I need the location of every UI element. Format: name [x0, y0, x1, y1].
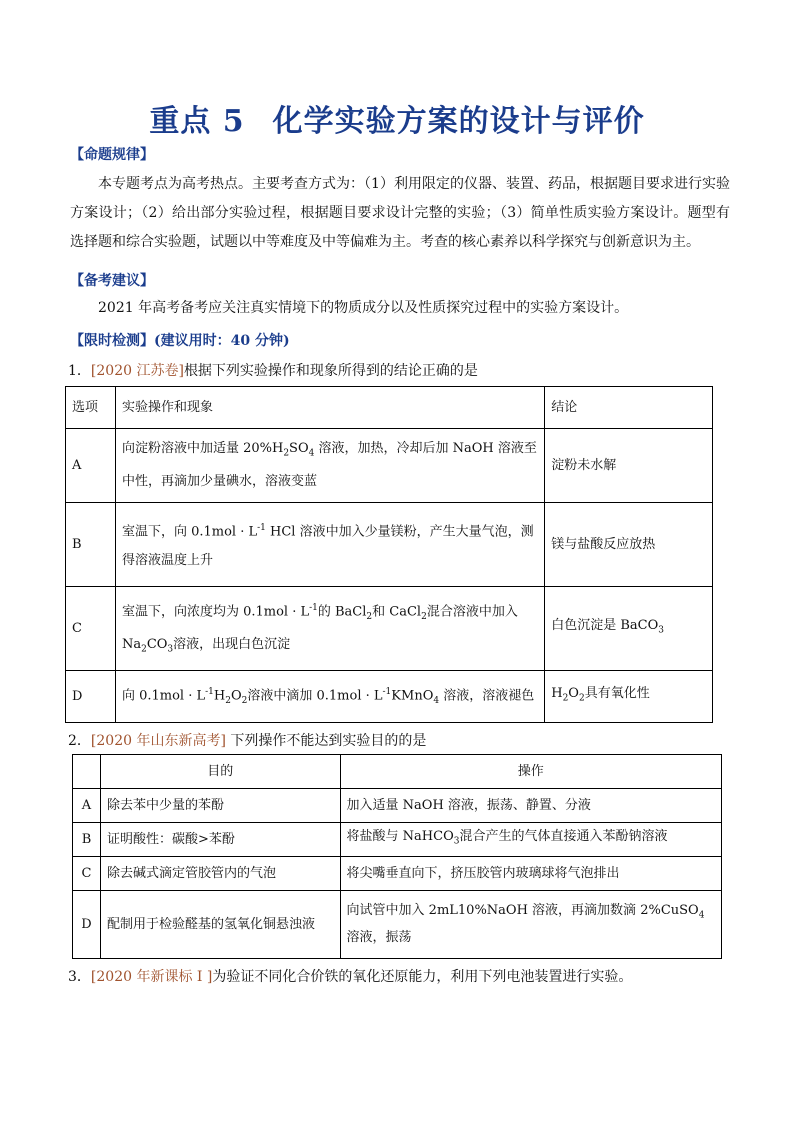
table-header-row	[73, 755, 722, 789]
goal-cell: 证明酸性：碳酸>苯酚	[100, 823, 340, 857]
goal-cell: 配制用于检验醛基的氢氧化铜悬浊液	[100, 891, 340, 959]
question-number: 1．	[68, 363, 91, 379]
option-label: A	[66, 429, 116, 503]
question-stem: 为验证不同化合价铁的氧化还原能力，利用下列电池装置进行实验。	[212, 969, 633, 985]
header-empty	[73, 755, 101, 789]
conclusion-cell: 白色沉淀是 BaCO$_3$	[545, 587, 713, 671]
header-operation: 实验操作和现象	[115, 387, 544, 429]
section-body-advice: 2021 年高考备考应关注真实情境下的物质成分以及性质探究过程中的实验方案设计。	[98, 300, 629, 316]
question-number: 3．	[68, 969, 91, 985]
option-label: C	[73, 857, 101, 891]
option-label: D	[66, 671, 116, 723]
section-heading-test: 【限时检测】(建议用时：40 分钟)	[70, 333, 290, 349]
operation-cell: 将尖嘴垂直向下，挤压胶管内玻璃球将气泡排出	[340, 857, 721, 891]
section-heading-pattern: 【命题规律】	[70, 147, 154, 163]
question-stem: 根据下列实验操作和现象所得到的结论正确的是	[183, 363, 478, 379]
question-1-table	[65, 386, 713, 723]
section-heading-advice: 【备考建议】	[70, 273, 154, 289]
title-number: 重点 5	[149, 104, 245, 139]
table-header-row	[66, 387, 713, 429]
table-row	[73, 789, 722, 823]
question-source: [2020 年山东新高考]	[90, 733, 226, 749]
section-body-pattern: 本专题考点为高考热点。主要考查方式为：（1）利用限定的仪器、装置、药品，根据题目要求进行实验方案设计；（2）给出部分实验过程，根据题目要求设计完整的实验；（3）简单性质实验方案设计。题型有选择题和综合实验题，试题以中等难度及中等偏难为主。考查的核心素养以科学探究与创新意识为主。	[70, 176, 730, 250]
conclusion-cell: 淀粉未水解	[545, 429, 713, 503]
operation-cell: 向 $0.1mol \cdot L^{-1}H_2O_2$溶液中滴加 $0.1mol \cdot L^{-1}KMnO_4$ 溶液，溶液褪色	[115, 671, 544, 723]
header-option: 选项	[66, 387, 116, 429]
question-3	[68, 966, 632, 986]
table-row	[66, 587, 713, 671]
conclusion-cell: 镁与盐酸反应放热	[545, 503, 713, 587]
conclusion-cell: $H_2O_2$具有氧化性	[545, 671, 713, 723]
operation-cell: 加入适量 NaOH 溶液，振荡、静置、分液	[340, 789, 721, 823]
option-label: B	[66, 503, 116, 587]
table-row	[73, 857, 722, 891]
table-row	[66, 671, 713, 723]
option-label: C	[66, 587, 116, 671]
header-goal: 目的	[100, 755, 340, 789]
operation-cell: 向试管中加入 2mL10%NaOH 溶液，再滴加数滴 2%CuSO$_4$ 溶液，振荡	[340, 891, 721, 959]
goal-cell: 除去苯中少量的苯酚	[100, 789, 340, 823]
header-conclusion: 结论	[545, 387, 713, 429]
question-stem: 下列操作不能达到实验目的的是	[225, 733, 427, 749]
operation-cell: 向淀粉溶液中加适量 $20\%H_2SO_4$ 溶液，加热，冷却后加 NaOH 溶液至中性，再滴加少量碘水，溶液变蓝	[115, 429, 544, 503]
table-row	[73, 823, 722, 857]
goal-cell: 除去碱式滴定管胶管内的气泡	[100, 857, 340, 891]
option-label: D	[73, 891, 101, 959]
question-source: [2020 江苏卷]	[90, 363, 184, 379]
option-label: A	[73, 789, 101, 823]
operation-cell: 将盐酸与 NaHCO$_3$混合产生的气体直接通入苯酚钠溶液	[340, 823, 721, 857]
operation-cell: 室温下，向浓度均为 $0.1mol \cdot L^{-1}$的 BaCl$_2$和 CaCl$_2$混合溶液中加入 $Na_2CO_3$溶液，出现白色沉淀	[115, 587, 544, 671]
question-number: 2．	[68, 733, 91, 749]
question-2	[68, 730, 426, 750]
question-1	[68, 360, 478, 380]
option-label: B	[73, 823, 101, 857]
title-text: 化学实验方案的设计与评价	[272, 104, 645, 139]
question-source: [2020 年新课标 I ]	[90, 969, 213, 985]
operation-cell: 室温下，向 $0.1mol \cdot L^{-1}$ HCl 溶液中加入少量镁粉，产生大量气泡，测得溶液温度上升	[115, 503, 544, 587]
table-row	[66, 429, 713, 503]
question-2-table	[72, 754, 722, 959]
table-row	[73, 891, 722, 959]
header-operation: 操作	[340, 755, 721, 789]
page-title	[0, 96, 794, 140]
table-row	[66, 503, 713, 587]
